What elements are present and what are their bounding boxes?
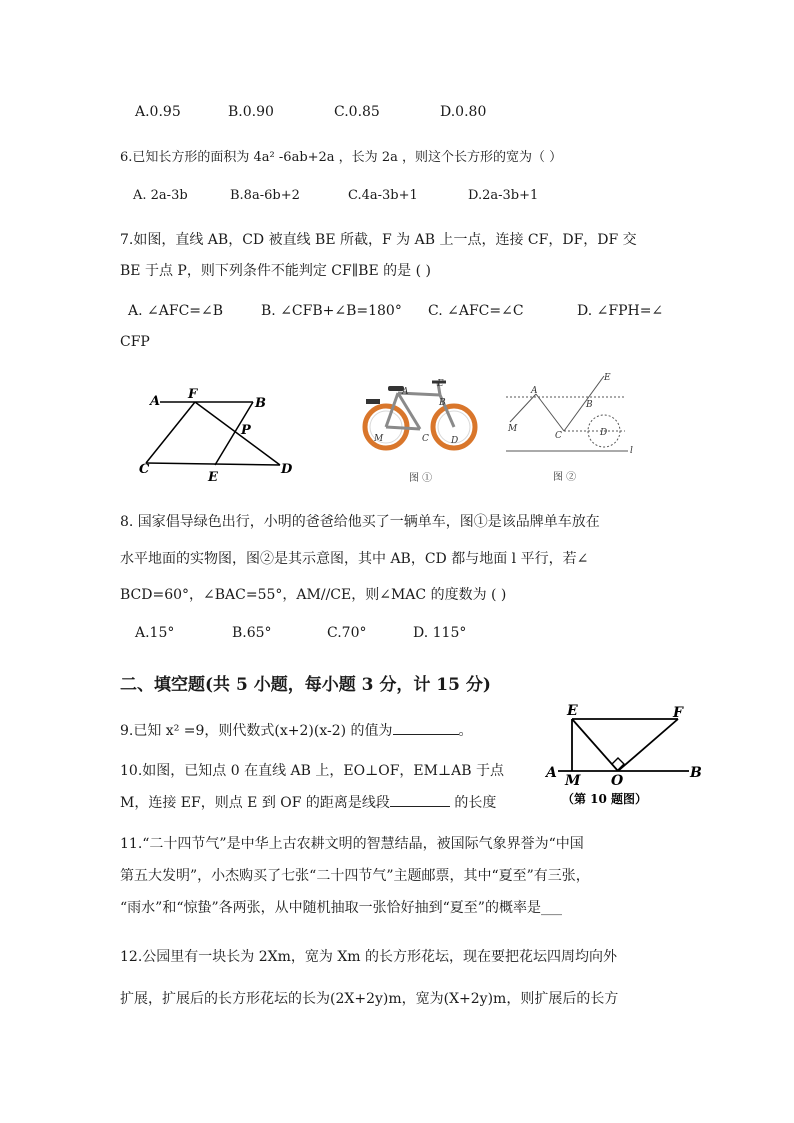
q10-label-b: B [690, 765, 702, 781]
fig2-label-a: A [531, 386, 538, 396]
q8-option-c: C.70° [327, 625, 367, 641]
q5-option-b: B.0.90 [228, 104, 274, 120]
q10-label-e: E [567, 703, 578, 719]
q8-option-a: A.15° [135, 625, 175, 641]
q7-line-2: BE 于点 P，则下列条件不能判定 CF∥BE 的是 ( ) [120, 263, 431, 279]
q8-line-3: BCD=60°，∠BAC=55°，AM//CE，则∠MAC 的度数为 ( ) [120, 587, 507, 603]
q7-label-f: F [188, 387, 198, 402]
q10-end: 的长度 [449, 795, 497, 811]
q8-line-2: 水平地面的实物图，图②是其示意图，其中 AB，CD 都与地面 l 平行，若∠ [120, 551, 589, 567]
q7-line-cd [146, 463, 280, 465]
q5-option-d: D.0.80 [440, 104, 487, 120]
q5-option-a: A.0.95 [135, 104, 181, 120]
q8-option-d: D. 115° [413, 625, 467, 641]
q7-label-c: C [139, 462, 150, 477]
q7-line-fc [146, 402, 195, 463]
q7-option-d-cont: CFP [120, 334, 150, 350]
q7-option-b: B. ∠CFB+∠B=180° [261, 303, 402, 319]
bike-label-a: A [402, 387, 409, 397]
q7-label-a: A [150, 394, 161, 409]
fig2-label-e: E [604, 373, 611, 383]
q10-stem: M，连接 EF，则点 E 到 OF 的距离是线段 [120, 795, 390, 811]
fig2-label-l: l [630, 446, 633, 456]
q6-stem: 6.已知长方形的面积为 4a² -6ab+2a ，长为 2a ，则这个长方形的宽为（ ） [120, 150, 563, 165]
q7-line-1: 7.如图，直线 AB，CD 被直线 BE 所截，F 为 AB 上一点，连接 CF，DF，DF 交 [120, 232, 637, 248]
q6-option-a: A. 2a-3b [133, 188, 188, 203]
bike-label-c: C [422, 434, 429, 444]
q7-figure [138, 385, 298, 485]
q10-label-a: A [546, 765, 557, 781]
q12-line-1: 12.公园里有一块长为 2Xm，宽为 Xm 的长方形花坛，现在要把花坛四周均向外 [120, 949, 618, 965]
bike-schematic-figure [500, 368, 640, 485]
bike-label-d: D [451, 436, 459, 446]
q6-option-b: B.8a-6b+2 [230, 188, 300, 203]
fig2-label-b: B [586, 400, 593, 410]
q10-figure [542, 700, 704, 810]
q10-line-eo [572, 719, 618, 771]
q7-line-fd [195, 402, 280, 465]
q7-option-a: A. ∠AFC=∠B [128, 303, 224, 319]
q6-option-d: D.2a-3b+1 [468, 188, 539, 203]
q11-line-3: “雨水”和“惊蛰”各两张，从中随机抽取一张恰好抽到“夏至”的概率是___ [120, 900, 562, 916]
q10-label-o: O [611, 773, 624, 789]
q7-label-p: P [241, 423, 251, 438]
q10-line-1: 10.如图，已知点 0 在直线 AB 上，EO⊥OF，EM⊥AB 于点 [120, 763, 504, 779]
section-2-title: 二、填空题(共 5 小题，每小题 3 分，计 15 分) [120, 675, 491, 695]
fig2-caption: 图 ② [553, 472, 577, 483]
q7-option-c: C. ∠AFC=∠C [428, 303, 524, 319]
q9-stem: 9.已知 x² =9，则代数式(x+2)(x-2) 的值为 [120, 723, 393, 739]
q11-line-1: 11.“二十四节气”是中华上古农耕文明的智慧结晶，被国际气象界誉为“中国 [120, 836, 584, 852]
q10-label-m: M [565, 773, 581, 789]
bike-label-b: B [439, 398, 446, 408]
q6-option-c: C.4a-3b+1 [348, 188, 418, 203]
q12-line-2: 扩展，扩展后的长方形花坛的长为(2X+2y)m，宽为(X+2y)m，则扩展后的长方 [120, 991, 619, 1007]
q10-label-f: F [673, 705, 683, 721]
q7-label-e: E [208, 470, 218, 485]
q7-label-d: D [281, 462, 293, 477]
q10-line-of [618, 719, 678, 771]
q7-option-d: D. ∠FPH=∠ [577, 303, 664, 319]
q9-answer-blank[interactable] [393, 720, 459, 735]
q10-line-2 [120, 792, 496, 812]
q10-answer-blank[interactable] [390, 792, 450, 807]
q5-option-c: C.0.85 [334, 104, 380, 120]
bike-photo-figure [358, 375, 483, 485]
fig2-label-m: M [508, 424, 518, 434]
q10-figure-caption: （第 10 题图） [562, 792, 648, 806]
fig1-caption: 图 ① [409, 473, 433, 484]
q9 [120, 720, 473, 740]
fig2-label-c: C [555, 431, 562, 441]
q9-end: 。 [458, 723, 473, 739]
q8-line-1: 8. 国家倡导绿色出行，小明的爸爸给他买了一辆单车，图①是该品牌单车放在 [120, 514, 600, 530]
q7-label-b: B [255, 396, 266, 411]
fig2-label-d: D [600, 428, 608, 438]
bike-label-m: M [374, 434, 384, 444]
q8-option-b: B.65° [232, 625, 272, 641]
q11-line-2: 第五大发明”，小杰购买了七张“二十四节气”主题邮票，其中“夏至”有三张， [120, 868, 590, 884]
bike-label-e: E [437, 379, 444, 389]
